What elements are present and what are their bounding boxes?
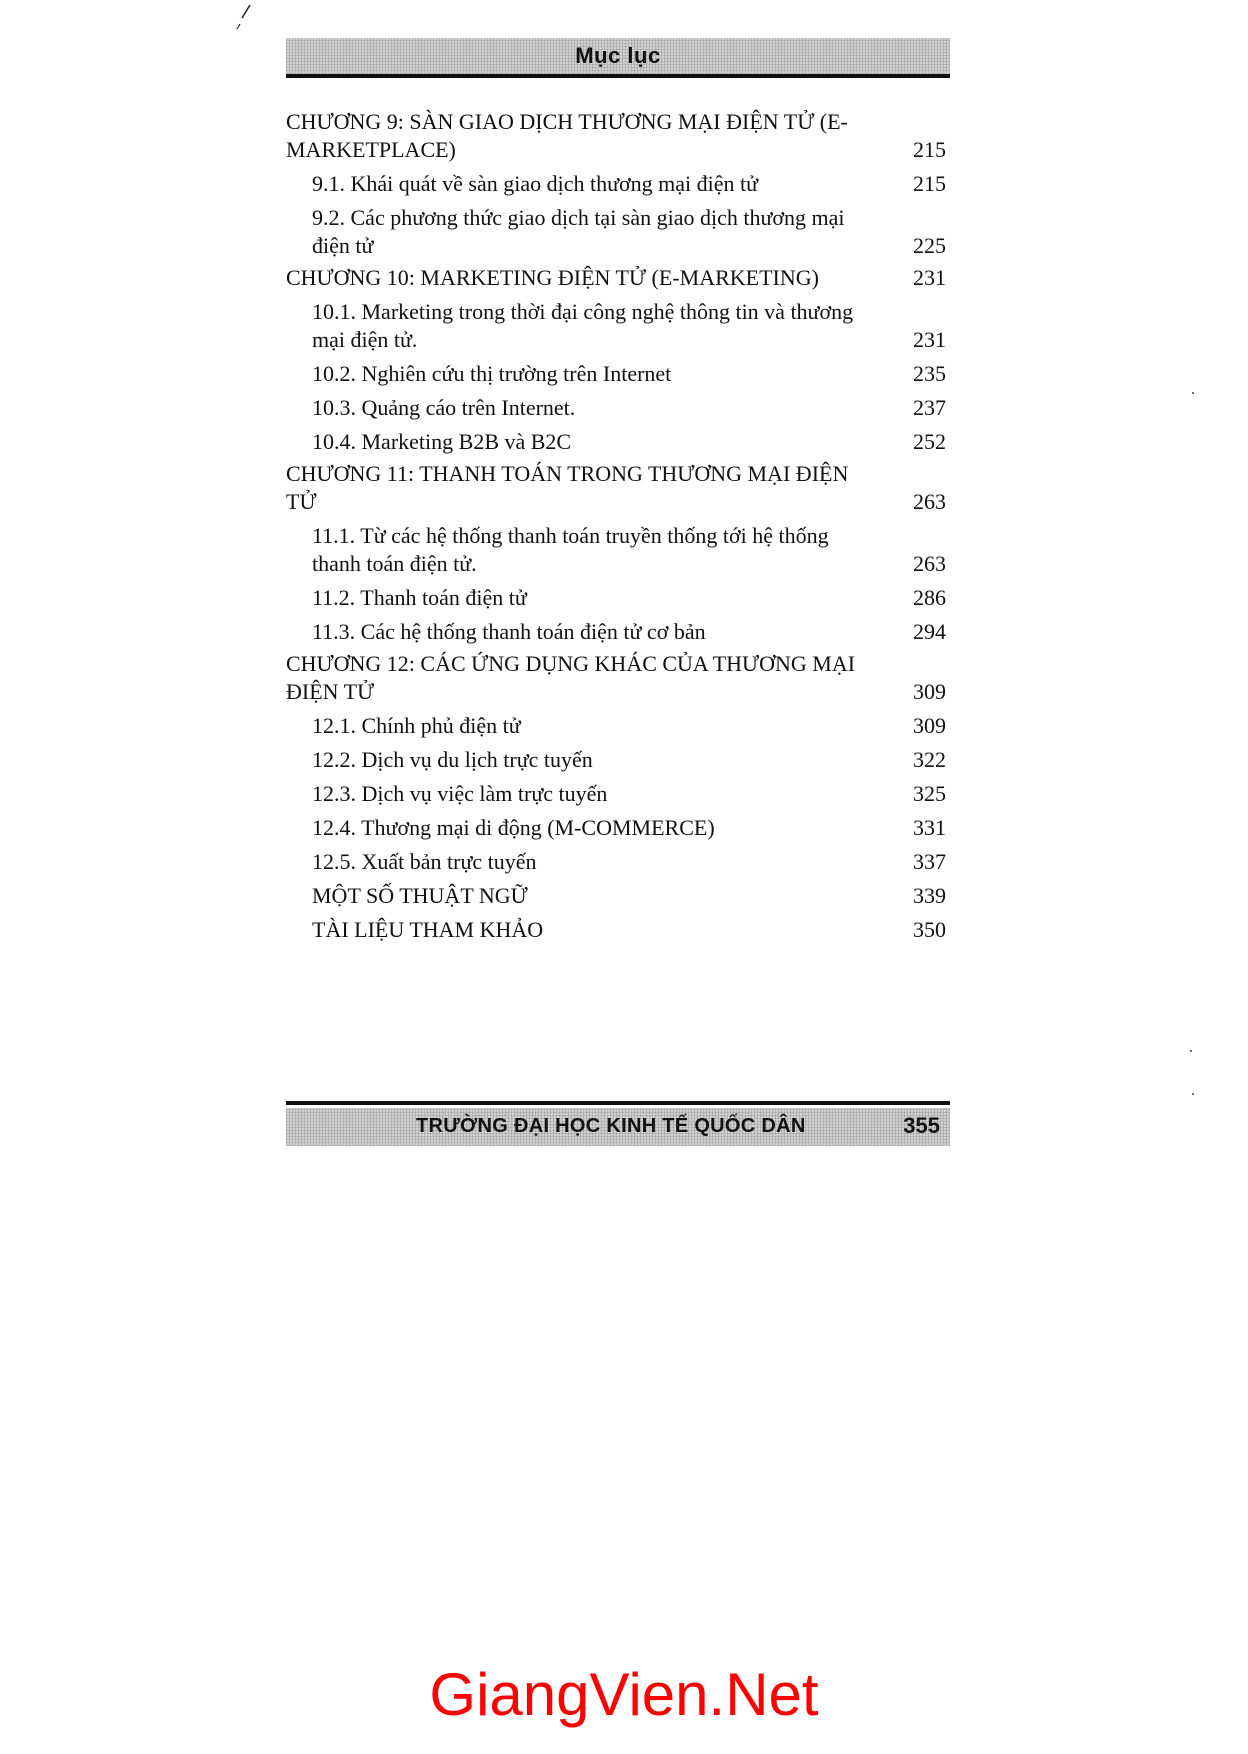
toc-chapter-entry xyxy=(286,650,946,706)
toc-section-entry xyxy=(312,814,946,842)
toc-section-entry xyxy=(312,848,946,876)
toc-entry-title: 10.2. Nghiên cứu thị trường trên Internet xyxy=(312,361,672,386)
toc-entry-page: 350 xyxy=(913,917,946,942)
toc-section-entry xyxy=(312,780,946,808)
toc-entry-page: 309 xyxy=(913,679,946,704)
toc-entry-page: 237 xyxy=(913,395,946,420)
toc-section-entry xyxy=(312,522,946,578)
toc-entry-title: 9.2. Các phương thức giao dịch tại sàn giao dịch thương mại điện tử xyxy=(312,205,845,258)
toc-entry-page: 325 xyxy=(913,781,946,806)
toc-section-entry xyxy=(312,584,946,612)
toc-section-entry xyxy=(312,394,946,422)
scan-mark xyxy=(236,4,252,30)
toc-entry-title: 11.3. Các hệ thống thanh toán điện tử cơ bản xyxy=(312,619,706,644)
toc-entry-title: CHƯƠNG 11: THANH TOÁN TRONG THƯƠNG MẠI ĐIỆN TỬ xyxy=(286,461,849,514)
toc-entry-page: 337 xyxy=(913,849,946,874)
scan-speck xyxy=(1192,1093,1194,1095)
toc-section-entry xyxy=(312,298,946,354)
toc-entry-page: 331 xyxy=(913,815,946,840)
toc-section-entry xyxy=(312,882,946,910)
toc-chapter-entry xyxy=(286,108,946,164)
toc-entry-page: 215 xyxy=(913,137,946,162)
toc-section-entry xyxy=(312,204,946,260)
toc-entry-title: 12.3. Dịch vụ việc làm trực tuyến xyxy=(312,781,608,806)
scan-speck xyxy=(1190,1050,1192,1052)
toc-entry-page: 263 xyxy=(913,551,946,576)
toc-entry-title: 11.1. Từ các hệ thống thanh toán truyền thống tới hệ thống thanh toán điện tử. xyxy=(312,523,829,576)
toc-entry-page: 322 xyxy=(913,747,946,772)
page-title: Mục lục xyxy=(575,43,661,68)
toc-entry-page: 215 xyxy=(913,171,946,196)
toc-entry-page: 309 xyxy=(913,713,946,738)
footer-school-name: TRƯỜNG ĐẠI HỌC KINH TẾ QUỐC DÂN xyxy=(416,1115,806,1137)
toc-entry-page: 294 xyxy=(913,619,946,644)
toc-section-entry xyxy=(312,170,946,198)
watermark-text: GiangVien.Net xyxy=(429,1661,819,1728)
toc-entry-page: 231 xyxy=(913,327,946,352)
toc-section-entry xyxy=(312,428,946,456)
toc-chapter-entry xyxy=(286,264,946,292)
toc-entry-title: TÀI LIỆU THAM KHẢO xyxy=(312,917,544,942)
toc-entry-title: 12.1. Chính phủ điện tử xyxy=(312,713,521,738)
header-band xyxy=(286,38,950,78)
table-of-contents xyxy=(286,108,946,944)
toc-section-entry xyxy=(312,916,946,944)
footer-band xyxy=(286,1108,950,1146)
toc-entry-page: 231 xyxy=(913,265,946,290)
toc-entry-title: 11.2. Thanh toán điện tử xyxy=(312,585,527,610)
toc-entry-page: 225 xyxy=(913,233,946,258)
footer-rule xyxy=(286,1101,950,1105)
toc-entry-title: 10.1. Marketing trong thời đại công nghệ thông tin và thương mại điện tử. xyxy=(312,299,854,352)
toc-entry-page: 235 xyxy=(913,361,946,386)
toc-entry-page: 339 xyxy=(913,883,946,908)
toc-entry-title: 10.4. Marketing B2B và B2C xyxy=(312,429,572,454)
toc-chapter-entry xyxy=(286,460,946,516)
toc-entry-title: CHƯƠNG 12: CÁC ỨNG DỤNG KHÁC CỦA THƯƠNG MẠI ĐIỆN TỬ xyxy=(286,651,856,704)
toc-entry-title: CHƯƠNG 10: MARKETING ĐIỆN TỬ (E-MARKETING) xyxy=(286,265,819,290)
toc-entry-page: 263 xyxy=(913,489,946,514)
footer-page-number: 355 xyxy=(903,1113,940,1138)
toc-entry-page: 286 xyxy=(913,585,946,610)
toc-entry-title: 12.2. Dịch vụ du lịch trực tuyến xyxy=(312,747,593,772)
toc-entry-title: 12.4. Thương mại di động (M-COMMERCE) xyxy=(312,815,715,840)
scan-speck xyxy=(1192,392,1194,394)
toc-section-entry xyxy=(312,712,946,740)
toc-section-entry xyxy=(312,360,946,388)
toc-entry-title: CHƯƠNG 9: SÀN GIAO DỊCH THƯƠNG MẠI ĐIỆN TỬ (E-MARKETPLACE) xyxy=(286,109,848,162)
toc-entry-title: 10.3. Quảng cáo trên Internet. xyxy=(312,395,576,420)
toc-entry-title: MỘT SỐ THUẬT NGỮ xyxy=(312,883,528,908)
toc-entry-title: 12.5. Xuất bản trực tuyến xyxy=(312,849,537,874)
toc-section-entry xyxy=(312,746,946,774)
toc-section-entry xyxy=(312,618,946,646)
toc-entry-page: 252 xyxy=(913,429,946,454)
toc-entry-title: 9.1. Khái quát về sàn giao dịch thương mại điện tử xyxy=(312,171,759,196)
